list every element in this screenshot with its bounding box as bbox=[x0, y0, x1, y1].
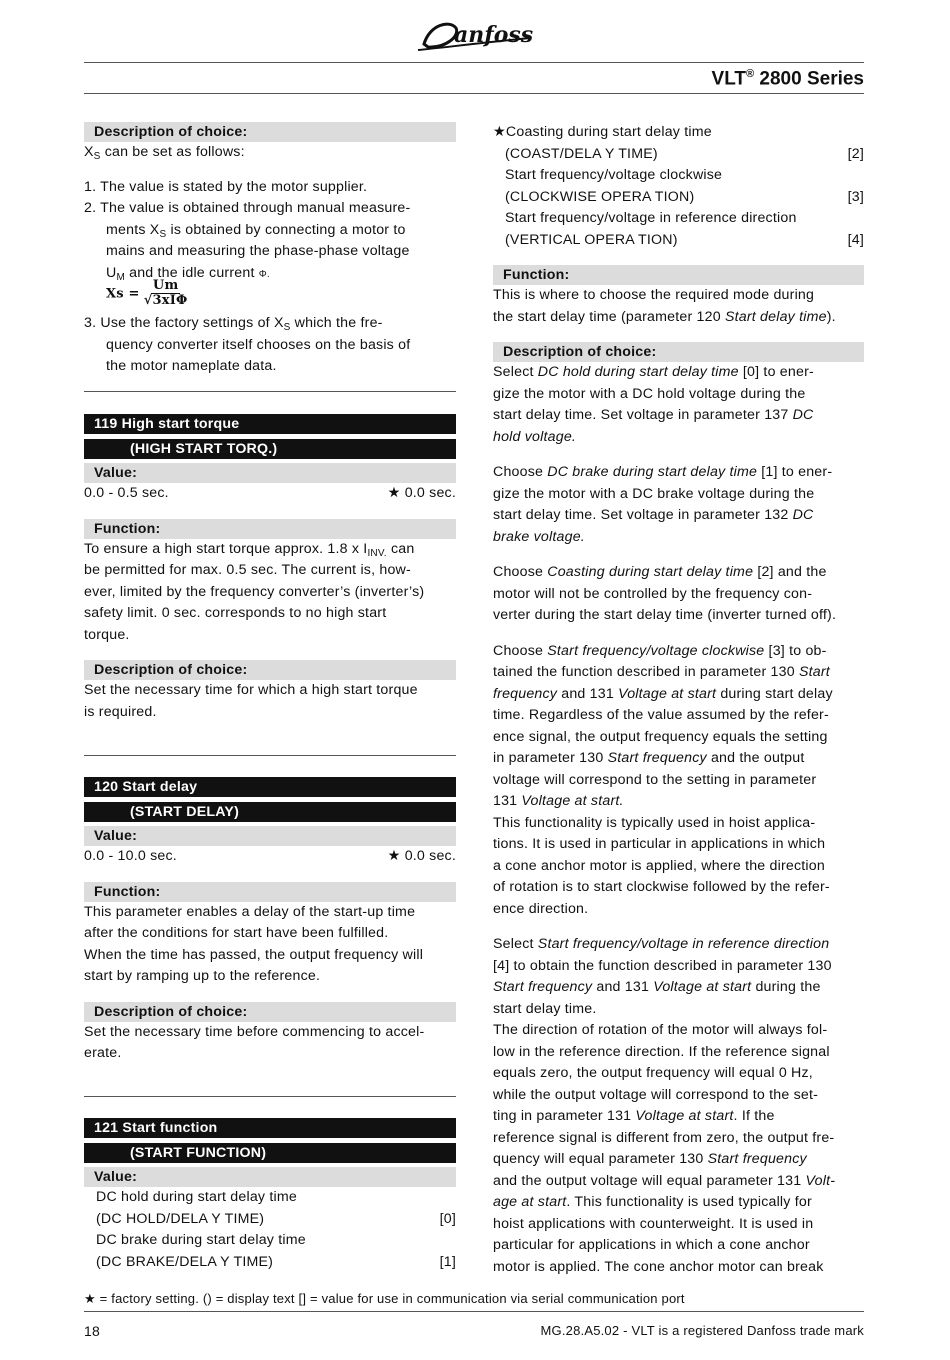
divider bbox=[84, 391, 456, 392]
param-display-text: (HIGH START TORQ.) bbox=[84, 439, 456, 459]
section-heading: Function: bbox=[493, 265, 864, 285]
text-line: quency converter itself chooses on the basis of bbox=[106, 336, 411, 353]
text-line: The direction of rotation of the motor will always fol- bbox=[493, 1022, 828, 1038]
option-label: DC brake during start delay time bbox=[96, 1232, 306, 1248]
text-line: ence direction. bbox=[493, 900, 589, 917]
header-rule-bottom bbox=[84, 93, 864, 94]
text-line: ments $X_S$ is obtained by connecting a motor to bbox=[106, 221, 406, 240]
text-line: particular for applications in which a cone anchor bbox=[493, 1237, 810, 1253]
text-line: motor is applied. The cone anchor motor can break bbox=[493, 1258, 824, 1275]
text-line: torque. bbox=[84, 626, 130, 643]
option-row: (VERTICAL OPERA TION) [4] bbox=[505, 231, 864, 248]
text-line: and the output voltage will equal parameter 131 Volt- bbox=[493, 1172, 836, 1189]
list-item: 2. The value is obtained through manual measure- bbox=[84, 200, 411, 216]
text-line: tained the function described in parameter 130 Start bbox=[493, 664, 830, 680]
section-heading: Function: bbox=[84, 519, 456, 539]
text-line: brake voltage. bbox=[493, 528, 585, 545]
option-label: Start frequency/voltage clockwise bbox=[505, 167, 723, 183]
danfoss-logo bbox=[410, 14, 540, 56]
param-120 bbox=[84, 777, 456, 1065]
text-line: Select Start frequency/voltage in reference direction bbox=[493, 936, 830, 952]
value-row: 0.0 - 10.0 sec. ★ 0.0 sec. bbox=[84, 848, 456, 864]
section-heading: Value: bbox=[84, 826, 456, 846]
text-line: low in the reference direction. If the reference signal bbox=[493, 1043, 830, 1060]
text-line: age at start. This functionality is used typically for bbox=[493, 1194, 812, 1210]
divider bbox=[84, 755, 456, 756]
param-title: 119 High start torque bbox=[84, 414, 456, 434]
text-line: erate. bbox=[84, 1045, 122, 1061]
text-line: motor will not be controlled by the frequency con- bbox=[493, 585, 813, 602]
param-title: 120 Start delay bbox=[84, 777, 456, 797]
section-heading: Description of choice: bbox=[84, 1002, 456, 1022]
text-line: [4] to obtain the function described in parameter 130 bbox=[493, 957, 832, 974]
text-line: be permitted for max. 0.5 sec. The current is, how- bbox=[84, 562, 411, 578]
text-line: reference signal is different from zero, the output fre- bbox=[493, 1129, 835, 1146]
text-line: safety limit. 0 sec. corresponds to no high start bbox=[84, 605, 387, 621]
list-item: 1. The value is stated by the motor supplier. bbox=[84, 178, 368, 195]
text-line: To ensure a high start torque approx. 1.8 x $I_{INV.}$ can bbox=[84, 540, 415, 559]
text-line: Choose DC brake during start delay time [1] to ener- bbox=[493, 464, 833, 480]
text-line: of rotation is to start clockwise followed by the refer- bbox=[493, 879, 830, 895]
param-display-text: (START DELAY) bbox=[84, 802, 456, 822]
text-line: This parameter enables a delay of the start-up time bbox=[84, 903, 416, 920]
right-column bbox=[493, 122, 864, 1278]
section-heading: Description of choice: bbox=[84, 122, 456, 142]
text-line: start by ramping up to the reference. bbox=[84, 968, 321, 984]
formula: Xs = $\frac{Um}{\text{√3xIΦ}}$ bbox=[106, 278, 188, 308]
section-heading: Value: bbox=[84, 1167, 456, 1187]
text-line: a cone anchor motor is applied, where the direction bbox=[493, 857, 825, 874]
text-line: 131 Voltage at start. bbox=[493, 793, 624, 809]
text-line: Start frequency and 131 Voltage at start during the bbox=[493, 979, 821, 995]
text-line: When the time has passed, the output frequency will bbox=[84, 946, 424, 963]
left-column bbox=[84, 122, 456, 378]
text-line: mains and measuring the phase-phase voltage bbox=[106, 243, 410, 259]
text-line: is required. bbox=[84, 703, 157, 720]
text-line: hold voltage. bbox=[493, 428, 577, 445]
footer-legend: ★ = factory setting. () = display text [] = value for use in communication via serial communication port bbox=[84, 1291, 685, 1306]
text-line: start delay time. bbox=[493, 1000, 597, 1017]
text-line: time. Regardless of the value assumed by the refer- bbox=[493, 707, 829, 723]
text-line: $X_S$ can be set as follows: bbox=[84, 144, 245, 162]
section-heading: Description of choice: bbox=[493, 342, 864, 362]
text-line: Select DC hold during start delay time [0] to ener- bbox=[493, 364, 814, 380]
text-line: Choose Start frequency/voltage clockwise [3] to ob- bbox=[493, 642, 827, 659]
text-line: verter during the start delay time (inverter turned off). bbox=[493, 607, 837, 623]
param-display-text: (START FUNCTION) bbox=[84, 1143, 456, 1163]
section-heading: Function: bbox=[84, 882, 456, 902]
text-line: start delay time. Set voltage in parameter 137 DC bbox=[493, 407, 814, 423]
text-line: Set the necessary time before commencing to accel- bbox=[84, 1023, 425, 1040]
text-line: Set the necessary time for which a high start torque bbox=[84, 682, 418, 698]
text-line: gize the motor with a DC hold voltage during the bbox=[493, 385, 806, 402]
option-row: (DC HOLD/DELA Y TIME) [0] bbox=[96, 1210, 456, 1227]
option-row: (CLOCKWISE OPERA TION) [3] bbox=[505, 188, 864, 205]
value-row: 0.0 - 0.5 sec. ★ 0.0 sec. bbox=[84, 485, 456, 501]
text-line: ting in parameter 131 Voltage at start. If the bbox=[493, 1108, 775, 1124]
option-label: DC hold during start delay time bbox=[96, 1189, 297, 1205]
doc-reference: MG.28.A5.02 - VLT is a registered Danfoss trade mark bbox=[540, 1323, 864, 1338]
option-label: Start frequency/voltage in reference direction bbox=[505, 210, 797, 226]
param-121 bbox=[84, 1118, 456, 1273]
text-line: the motor nameplate data. bbox=[106, 358, 277, 374]
footer-rule bbox=[84, 1311, 864, 1312]
series-title: VLT® 2800 Series bbox=[711, 68, 864, 90]
text-line: after the conditions for start have been fulfilled. bbox=[84, 925, 389, 941]
text-line: Choose Coasting during start delay time [2] and the bbox=[493, 564, 827, 580]
header-rule-top bbox=[84, 62, 864, 63]
text-line: This functionality is typically used in hoist applica- bbox=[493, 814, 816, 831]
text-line: in parameter 130 Start frequency and the output bbox=[493, 750, 805, 766]
divider bbox=[84, 1096, 456, 1097]
option-row: (COAST/DELA Y TIME) [2] bbox=[505, 145, 864, 162]
text-line: start delay time. Set voltage in parameter 132 DC bbox=[493, 507, 814, 523]
text-line: frequency and 131 Voltage at start during start delay bbox=[493, 685, 833, 702]
text-line: This is where to choose the required mode during bbox=[493, 287, 815, 303]
section-heading: Value: bbox=[84, 463, 456, 483]
svg-text:anfoss: anfoss bbox=[454, 22, 534, 48]
option-row: (DC BRAKE/DELA Y TIME) [1] bbox=[96, 1253, 456, 1270]
list-item: 3. Use the factory settings of $X_S$ which the fre- bbox=[84, 315, 383, 333]
param-title: 121 Start function bbox=[84, 1118, 456, 1138]
option-label: ★Coasting during start delay time bbox=[493, 124, 712, 140]
text-line: ever, limited by the frequency converter’s (inverter’s) bbox=[84, 583, 425, 600]
text-line: $U_M$ and the idle current Φ. bbox=[106, 264, 270, 283]
text-line: tions. It is used in particular in applications in which bbox=[493, 836, 826, 852]
section-heading: Description of choice: bbox=[84, 660, 456, 680]
text-line: ence signal, the output frequency equals the setting bbox=[493, 728, 828, 745]
text-line: gize the motor with a DC brake voltage during the bbox=[493, 485, 815, 502]
text-line: hoist applications with counterweight. It is used in bbox=[493, 1215, 814, 1232]
page-number: 18 bbox=[84, 1323, 100, 1339]
text-line: the start delay time (parameter 120 Start delay time). bbox=[493, 308, 836, 325]
text-line: quency will equal parameter 130 Start frequency bbox=[493, 1151, 807, 1167]
text-line: while the output voltage will correspond to the set- bbox=[493, 1086, 819, 1103]
text-line: equals zero, the output frequency will equal 0 Hz, bbox=[493, 1065, 813, 1081]
param-119 bbox=[84, 414, 456, 723]
text-line: voltage will correspond to the setting in parameter bbox=[493, 771, 817, 788]
